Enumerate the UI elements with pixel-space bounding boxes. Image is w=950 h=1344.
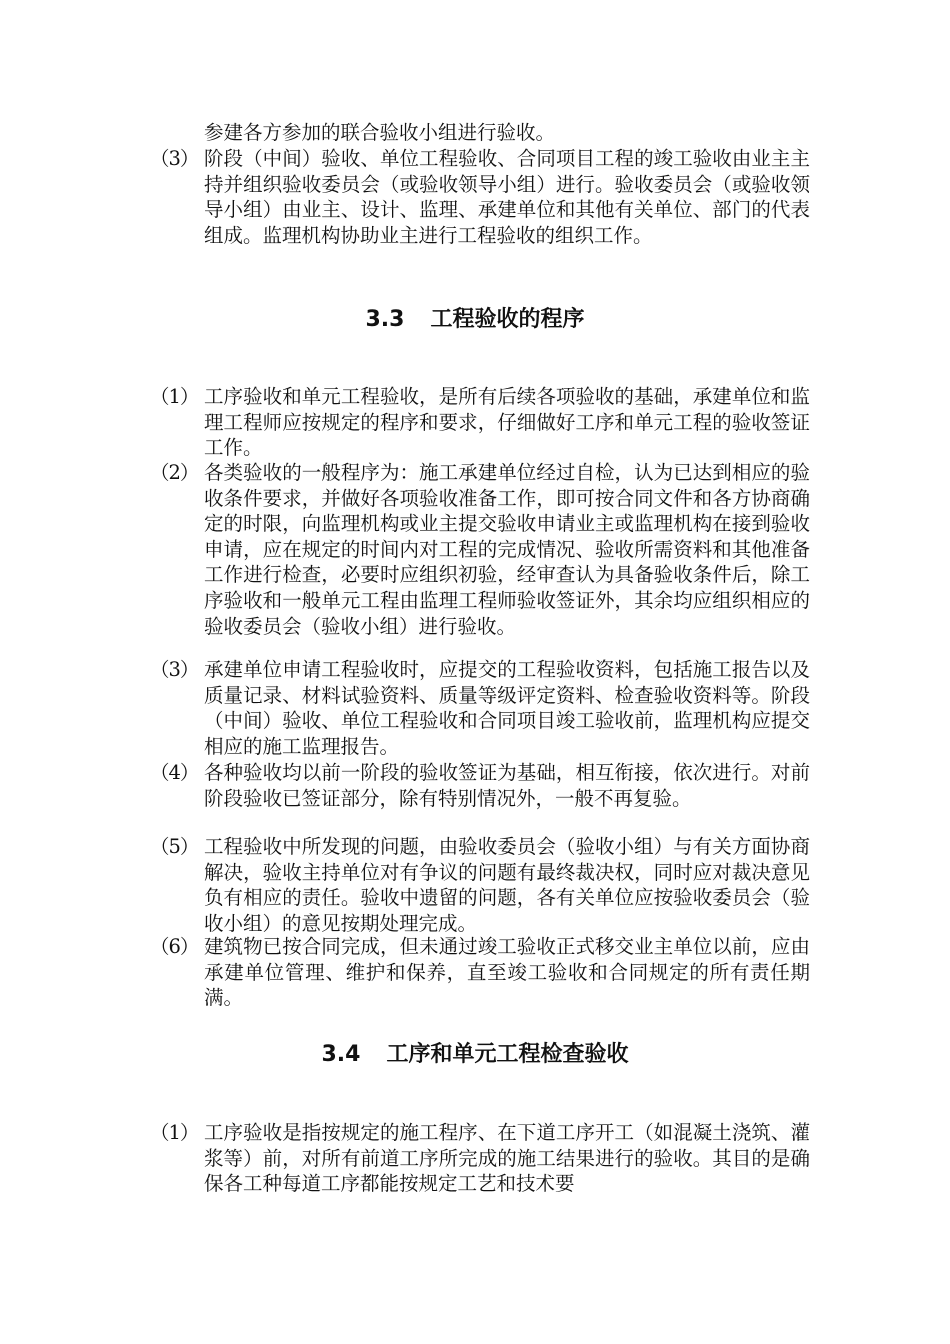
item-number: （4） bbox=[150, 761, 199, 784]
item-number: （2） bbox=[150, 461, 199, 484]
section-3-3-item-5 bbox=[150, 834, 810, 936]
item-text: 各类验收的一般程序为：施工承建单位经过自检，认为已达到相应的验收条件要求，并做好各项验收准备工作，即可按合同文件和各方协商确定的时限，向监理机构或业主提交验收申请业主或监理机构在接到验收申请，应在规定的时间内对工程的完成情况、验收所需资料和其他准备工作进行检查，必要时应组织初验，经审查认为具备验收条件后，除工序验收和一般单元工程由监理工程师验收签证外，其余均应组织相应的验收委员会（验收小组）进行验收。 bbox=[204, 461, 810, 638]
item-number: （3） bbox=[150, 658, 199, 681]
item-text: 各种验收均以前一阶段的验收签证为基础，相互衔接，依次进行。对前阶段验收已签证部分，除有特别情况外，一般不再复验。 bbox=[204, 761, 810, 810]
item-number: （1） bbox=[150, 1121, 199, 1144]
item-text: 阶段（中间）验收、单位工程验收、合同项目工程的竣工验收由业主主持并组织验收委员会（或验收领导小组）进行。验收委员会（或验收领导小组）由业主、设计、监理、承建单位和其他有关单位、部门的代表组成。监理机构协助业主进行工程验收的组织工作。 bbox=[204, 147, 810, 247]
section-title: 工序和单元工程检查验收 bbox=[386, 1042, 629, 1067]
section-3-3-item-6 bbox=[150, 934, 810, 1011]
item-number: （5） bbox=[150, 835, 199, 858]
section-3-3-item-3 bbox=[150, 657, 810, 759]
section-number: 3.3 bbox=[365, 307, 405, 332]
item-text: 工程验收中所发现的问题，由验收委员会（验收小组）与有关方面协商解决，验收主持单位对有争议的问题有最终裁决权，同时应对裁决意见负有相应的责任。验收中遗留的问题，各有关单位应按验收委员会（验收小组）的意见按期处理完成。 bbox=[204, 835, 810, 935]
item-text: 工序验收和单元工程验收，是所有后续各项验收的基础，承建单位和监理工程师应按规定的程序和要求，仔细做好工序和单元工程的验收签证工作。 bbox=[204, 385, 810, 460]
intro-item-3 bbox=[150, 146, 810, 248]
item-number: （6） bbox=[150, 935, 199, 958]
item-text: 工序验收是指按规定的施工程序、在下道工序开工（如混凝土浇筑、灌浆等）前，对所有前道工序所完成的施工结果进行的验收。其目的是确保各工种每道工序都能按规定工艺和技术要 bbox=[204, 1121, 810, 1196]
item-number: （1） bbox=[150, 385, 199, 408]
section-3-3-heading bbox=[0, 305, 950, 335]
section-3-4-heading bbox=[0, 1040, 950, 1070]
section-3-4-item-1 bbox=[150, 1120, 810, 1197]
item-text: 承建单位申请工程验收时，应提交的工程验收资料，包括施工报告以及质量记录、材料试验资料、质量等级评定资料、检查验收资料等。阶段（中间）验收、单位工程验收和合同项目竣工验收前，监理机构应提交相应的施工监理报告。 bbox=[204, 658, 810, 758]
section-3-3-item-4 bbox=[150, 760, 810, 811]
section-number: 3.4 bbox=[321, 1042, 361, 1067]
continuation-text: 参建各方参加的联合验收小组进行验收。 bbox=[204, 121, 556, 144]
section-3-3-item-2 bbox=[150, 460, 810, 639]
section-title: 工程验收的程序 bbox=[430, 307, 585, 332]
section-3-3-item-1 bbox=[150, 384, 810, 461]
item-text: 建筑物已按合同完成，但未通过竣工验收正式移交业主单位以前，应由承建单位管理、维护和保养，直至竣工验收和合同规定的所有责任期满。 bbox=[204, 935, 810, 1010]
item-number: （3） bbox=[150, 147, 199, 170]
